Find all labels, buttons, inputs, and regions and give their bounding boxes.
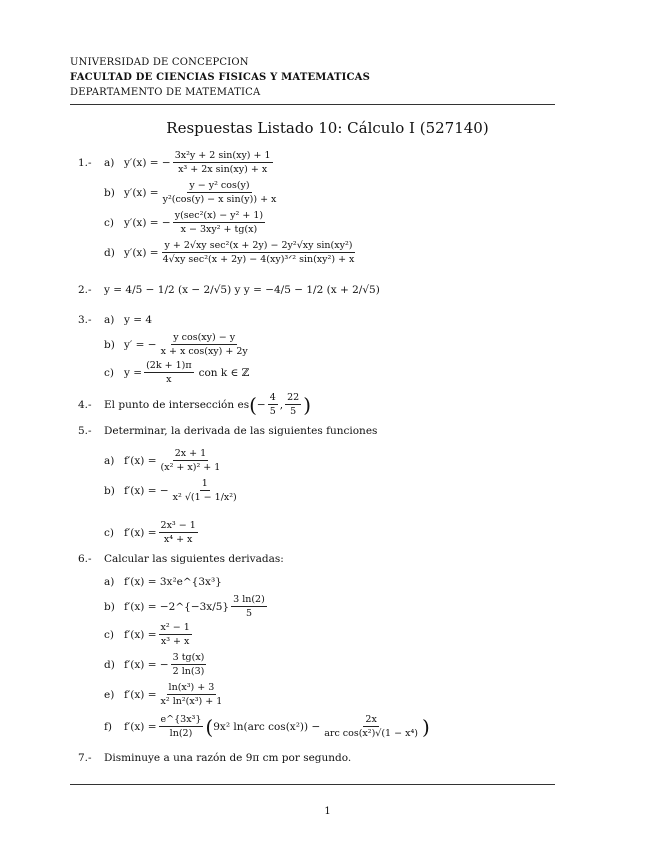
- fraction: [159, 622, 192, 647]
- answer-3c: [104, 360, 252, 385]
- question-number: 7.-: [78, 752, 92, 764]
- letterhead: [70, 55, 370, 100]
- denominator: 5: [290, 406, 297, 417]
- denominator: x + x cos(xy) + 2y: [160, 346, 248, 357]
- item-label: e): [104, 688, 115, 701]
- fraction: [322, 714, 420, 739]
- fraction: [171, 652, 207, 677]
- fraction: [161, 240, 357, 265]
- answer-1d: [104, 240, 358, 265]
- open-paren: (: [205, 714, 214, 739]
- item-label: b): [104, 600, 115, 613]
- item-label: c): [104, 216, 114, 229]
- answer-2: [78, 284, 380, 296]
- fraction: [173, 150, 273, 175]
- denominator: x³ + x: [160, 636, 190, 647]
- denominator: 4√xy sec²(x + 2y) − 4(xy)³ᐟ² sin(xy²) + x: [162, 254, 355, 265]
- denominator: x − 3xy² + tg(x): [180, 224, 258, 235]
- expression-lhs: y′(x) =: [124, 186, 159, 199]
- expression-lhs: y′(x) =: [124, 246, 159, 259]
- question-5-statement: [78, 425, 377, 437]
- numerator: 3 tg(x): [172, 652, 205, 663]
- question-number: 5.-: [78, 425, 92, 437]
- question-number: 6.-: [78, 553, 92, 565]
- fraction: [161, 180, 279, 205]
- answer-7: [78, 752, 351, 764]
- answer-text: y = 4: [124, 314, 153, 326]
- numerator: 3x²y + 2 sin(xy) + 1: [174, 150, 271, 161]
- numerator: (2k + 1)π: [146, 360, 192, 371]
- answer-1b: [104, 180, 280, 205]
- answer-3b: [104, 332, 252, 357]
- item-label: d): [104, 658, 115, 671]
- close-paren: ): [303, 392, 311, 417]
- denominator: x² √(1 − 1/x²): [172, 492, 237, 503]
- numerator: ln(x³) + 3: [168, 682, 215, 693]
- numerator: 3 ln(2): [233, 594, 265, 605]
- close-paren: ): [421, 714, 430, 739]
- answer-text: El punto de intersección es: [104, 398, 250, 411]
- denominator: x³ + 2x sin(xy) + x: [178, 164, 268, 175]
- item-label: a): [104, 454, 115, 467]
- answer-1c: [104, 210, 267, 235]
- document-title: Respuestas Listado 10: Cálculo I (527140): [166, 119, 489, 137]
- numerator: y − y² cos(y): [189, 180, 250, 191]
- expression-lhs: y′(x) = −: [124, 216, 171, 229]
- numerator: 22: [287, 392, 300, 403]
- fraction: [159, 682, 225, 707]
- denominator: 5: [245, 608, 252, 619]
- denominator: x⁴ + x: [163, 534, 193, 545]
- answer-1a: [78, 150, 275, 175]
- item-label: c): [104, 366, 114, 379]
- question-number: 4.-: [78, 398, 92, 411]
- answer-3a: [78, 314, 152, 326]
- expression-lhs: f′(x) =: [124, 720, 157, 733]
- open-paren: (: [249, 392, 257, 417]
- expression-lhs: f′(x) =: [124, 454, 157, 467]
- fraction: [144, 360, 194, 385]
- faculty-name: FACULTAD DE CIENCIAS FISICAS Y MATEMATICAS: [70, 72, 371, 83]
- item-label: d): [104, 246, 115, 259]
- numerator: y(sec²(x) − y² + 1): [174, 210, 264, 221]
- item-label: a): [104, 156, 115, 169]
- answer-6b: [104, 594, 269, 619]
- fraction: [171, 478, 239, 503]
- denominator: ln(2): [169, 728, 193, 739]
- numerator: e^{3x³}: [160, 714, 202, 725]
- expression-middle: 9x² ln(arc cos(x²)) −: [213, 720, 321, 733]
- item-label: b): [104, 484, 115, 497]
- answer-text: y = 4/5 − 1/2 (x − 2/√5) y y = −4/5 − 1/2 (x + 2/√5): [104, 284, 380, 296]
- expression-lhs: f′(x) =: [124, 628, 157, 641]
- fraction: [159, 332, 250, 357]
- fraction: [173, 210, 265, 235]
- expression-lhs: f′(x) =: [124, 688, 157, 701]
- answer-6e: [104, 682, 226, 707]
- fraction: [231, 594, 267, 619]
- fraction: [268, 392, 278, 417]
- denominator: y²(cos(y) − x sin(y)) + x: [162, 194, 277, 205]
- numerator: 2x: [365, 714, 377, 725]
- expression-lhs: y =: [124, 366, 143, 379]
- university-name: UNIVERSIDAD DE CONCEPCION: [70, 57, 249, 68]
- answer-5b: [104, 478, 241, 503]
- numerator: x² − 1: [160, 622, 190, 633]
- question-text: Calcular las siguientes derivadas:: [104, 553, 284, 565]
- expression-lhs: f′(x) = −: [124, 658, 169, 671]
- question-6-statement: [78, 553, 284, 565]
- item-label: f): [104, 720, 112, 733]
- denominator: 2 ln(3): [172, 666, 205, 677]
- fraction: [159, 520, 198, 545]
- header-rule: [70, 104, 555, 105]
- item-label: b): [104, 186, 115, 199]
- numerator: y + 2√xy sec²(x + 2y) − 2y²√xy sin(xy²): [164, 240, 353, 251]
- item-label: b): [104, 338, 115, 351]
- answer-6f: [104, 714, 430, 739]
- numerator: 1: [201, 478, 208, 489]
- answer-6a: [104, 576, 222, 588]
- answer-text: f′(x) = 3x²e^{3x³}: [124, 576, 222, 588]
- footer-rule: [70, 784, 555, 785]
- page-number: 1: [324, 806, 331, 817]
- answer-4: 4.- El punto de intersección es ( − $\frac{4}{5}$ , $\frac{22}{5}$ ): [78, 392, 311, 417]
- answer-6d: [104, 652, 208, 677]
- expression-lhs: y′(x) = −: [124, 156, 171, 169]
- numerator: 2x + 1: [174, 448, 207, 459]
- expression-lhs: y′ = −: [124, 338, 157, 351]
- expression-lhs: f′(x) = −: [124, 484, 169, 497]
- item-label: a): [104, 314, 115, 326]
- answer-6c: [104, 622, 194, 647]
- numerator: y cos(xy) − y: [173, 332, 236, 343]
- denominator: x: [166, 374, 172, 385]
- answer-5c: [104, 520, 200, 545]
- item-label: c): [104, 628, 114, 641]
- answer-5a: [104, 448, 224, 473]
- question-number: 3.-: [78, 314, 92, 326]
- department-name: DEPARTAMENTO DE MATEMATICA: [70, 87, 261, 98]
- denominator: 5: [269, 406, 276, 417]
- item-label: c): [104, 526, 114, 539]
- expression-lhs: f′(x) = −2^{−3x/5}: [124, 600, 230, 613]
- condition-text: con k ∈ ℤ: [198, 366, 250, 379]
- denominator: (x² + x)² + 1: [160, 462, 221, 473]
- question-text: Determinar, la derivada de las siguientes funciones: [104, 425, 378, 437]
- question-number: 2.-: [78, 284, 92, 296]
- denominator: x² ln²(x³) + 1: [160, 696, 223, 707]
- answer-text: Disminuye a una razón de 9π cm por segundo.: [104, 752, 352, 764]
- numerator: 4: [269, 392, 276, 403]
- item-label: a): [104, 576, 115, 588]
- fraction: [159, 714, 204, 739]
- fraction: [159, 448, 223, 473]
- denominator: arc cos(x²)√(1 − x⁴): [324, 728, 418, 739]
- fraction: [285, 392, 301, 417]
- numerator: 2x³ − 1: [160, 520, 196, 531]
- question-number: 1.-: [78, 156, 92, 169]
- expression-lhs: f′(x) =: [124, 526, 157, 539]
